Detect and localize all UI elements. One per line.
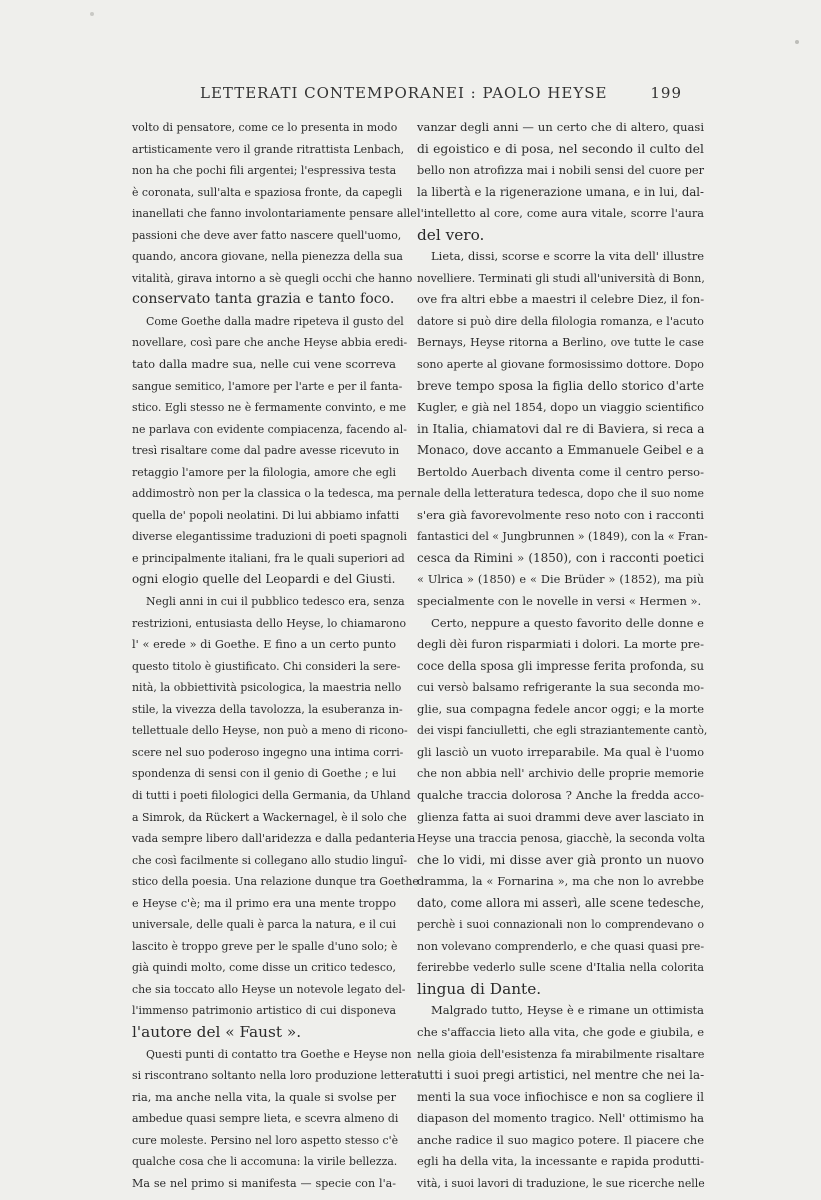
text-line: conservato tanta grazia e tanto foco. bbox=[132, 291, 395, 308]
text-line: Come Goethe dalla madre ripeteva il gusto del bbox=[146, 314, 404, 328]
text-line: anche radice il suo magico potere. Il piacere che bbox=[417, 1132, 704, 1147]
text-line: Monaco, dove accanto a Emmanuele Geibel e a bbox=[417, 443, 704, 458]
text-line: ove fra altri ebbe a maestri il celebre Diez, il fon- bbox=[417, 292, 705, 307]
text-line: sono aperte al giovane formosissimo dottore. Dopo bbox=[417, 358, 704, 372]
text-line: spondenza di sensi con il genio di Goethe ; e lui bbox=[132, 767, 396, 781]
text-line: in Italia, chiamatovi dal re di Baviera, si reca a bbox=[417, 421, 705, 436]
text-line: vanzar degli anni — un certo che di altero, quasi bbox=[417, 120, 704, 134]
text-line: e principalmente italiani, fra le quali superiori ad bbox=[132, 551, 405, 565]
text-line: artisticamente vero il grande ritrattista Lenbach, bbox=[132, 142, 405, 156]
text-line: Questi punti di contatto tra Goethe e Heyse non bbox=[146, 1047, 412, 1061]
text-line: inanellati che fanno involontariamente pensare alle bbox=[132, 207, 417, 221]
text-line: tellettuale dello Heyse, non può a meno di ricono- bbox=[132, 724, 408, 738]
text-line: dramma, la « Fornarina », ma che non lo avrebbe bbox=[417, 875, 704, 889]
text-line: fantastici del « Jungbrunnen » (1849), con la « Fran- bbox=[417, 530, 708, 544]
text-line: passioni che deve aver fatto nascere quell'uomo, bbox=[132, 228, 402, 242]
text-line: universale, delle quali è parca la natura, e il cui bbox=[132, 918, 396, 932]
text-line: s'era già favorevolmente reso noto con i racconti bbox=[417, 507, 704, 522]
text-line: che sia toccato allo Heyse un notevole legato del- bbox=[132, 982, 406, 996]
text-line: qualche cosa che li accomuna: la virile bellezza. bbox=[132, 1155, 398, 1169]
text-line: vada sempre libero dall'aridezza e dalla pedanteria bbox=[132, 832, 416, 846]
text-column-right bbox=[417, 117, 708, 1194]
text-line: addimostrò non per la classica o la tedesca, ma per bbox=[132, 487, 417, 501]
text-line: a Simrok, da Rückert a Wackernagel, è il solo che bbox=[132, 810, 407, 824]
text-line: scere nel suo poderoso ingegno una intima corri- bbox=[132, 745, 404, 759]
text-line: Bernays, Heyse ritorna a Berlino, ove tutte le case bbox=[417, 336, 704, 350]
text-line: gli lasciò un vuoto irreparabile. Ma qual è l'uomo bbox=[417, 745, 704, 759]
text-line: di tutti i poeti filologici della Germania, da Uhland bbox=[132, 788, 411, 802]
text-line: quella de' popoli neolatini. Di lui abbiamo infatti bbox=[132, 508, 400, 522]
text-line: questo titolo è giustificato. Chi consideri la sere- bbox=[132, 659, 401, 673]
text-line: cesca da Rimini » (1850), con i racconti poetici bbox=[417, 550, 704, 565]
text-line: diverse elegantissime traduzioni di poeti spagnoli bbox=[132, 530, 407, 544]
text-line: lingua di Dante. bbox=[417, 979, 542, 998]
text-line: diapason del momento tragico. Nell' ottimismo ha bbox=[417, 1112, 704, 1126]
text-line: tutti i suoi pregi artistici, nel mentre che nei la- bbox=[417, 1068, 705, 1083]
text-line: vità, i suoi lavori di traduzione, le sue ricerche nelle bbox=[417, 1176, 705, 1190]
text-line: l'intelletto al core, come aura vitale, scorre l'aura bbox=[417, 207, 704, 221]
text-line: del vero. bbox=[417, 225, 485, 244]
text-line: stile, la vivezza della tavolozza, la esuberanza in- bbox=[132, 702, 403, 716]
text-line: « Ulrica » (1850) e « Die Brüder » (1852), ma più bbox=[417, 573, 704, 587]
text-line: Bertoldo Auerbach diventa come il centro perso- bbox=[417, 464, 704, 479]
text-line: Certo, neppure a questo favorito delle donne e bbox=[431, 615, 704, 630]
text-line: Lieta, dissi, scorse e scorre la vita dell' illustre bbox=[431, 249, 704, 264]
text-line: ogni elogio quelle del Leopardi e del Giusti. bbox=[132, 572, 396, 587]
text-line: non ha che pochi fili argentei; l'espressiva testa bbox=[132, 164, 397, 178]
text-line: egli ha della vita, la incessante e rapida produtti- bbox=[417, 1154, 704, 1169]
text-line: retaggio l'amore per la filologia, amore che egli bbox=[132, 465, 396, 479]
text-line: specialmente con le novelle in versi « Hermen ». bbox=[417, 594, 702, 609]
text-line: glienza fatta ai suoi drammi deve aver lasciato in bbox=[417, 809, 705, 824]
text-line: non volevano comprenderlo, e che quasi quasi pre- bbox=[417, 939, 705, 953]
text-line: tato dalla madre sua, nelle cui vene scorreva bbox=[132, 357, 396, 372]
text-line: di egoistico e di posa, nel secondo il culto del bbox=[417, 141, 704, 156]
text-line: l'immenso patrimonio artistico di cui disponeva bbox=[132, 1004, 396, 1018]
text-line: già quindi molto, come disse un critico tedesco, bbox=[132, 961, 396, 975]
text-line: coce della sposa gli impresse ferita profonda, su bbox=[417, 658, 704, 673]
text-line: dei vispi fanciulletti, che egli straziantemente cantò, bbox=[417, 724, 708, 738]
text-line: nale della letteratura tedesca, dopo che il suo nome bbox=[417, 487, 704, 501]
text-line: vitalità, girava intorno a sè quegli occhi che hanno bbox=[132, 271, 413, 285]
text-line: che non abbia nell' archivio delle proprie memorie bbox=[417, 767, 704, 781]
text-line: stico della poesia. Una relazione dunque tra Goethe bbox=[132, 875, 419, 889]
text-line: che s'affaccia lieto alla vita, che gode e giubila, e bbox=[417, 1024, 704, 1039]
page-speck bbox=[90, 12, 94, 16]
text-line: breve tempo sposa la figlia dello storico d'arte bbox=[417, 378, 704, 393]
text-line: perchè i suoi connazionali non lo comprendevano o bbox=[417, 918, 704, 932]
text-line: restrizioni, entusiasta dello Heyse, lo chiamarono bbox=[132, 616, 407, 630]
text-line: glie, sua compagna fedele ancor oggi; e la morte bbox=[417, 701, 704, 716]
text-line: Malgrado tutto, Heyse è e rimane un ottimista bbox=[431, 1003, 704, 1018]
text-line: bello non atrofizza mai i nobili sensi del cuore per bbox=[417, 164, 704, 178]
text-line: che lo vidi, mi disse aver già pronto un nuovo bbox=[417, 852, 704, 867]
text-line: si riscontrano soltanto nella loro produzione lettera- bbox=[132, 1069, 422, 1083]
text-line: novelliere. Terminati gli studi all'università di Bonn, bbox=[417, 271, 705, 285]
text-line: Heyse una traccia penosa, giacchè, la seconda volta bbox=[417, 832, 705, 846]
text-line: sangue semitico, l'amore per l'arte e per il fanta- bbox=[132, 379, 403, 393]
text-line: dato, come allora mi asserì, alle scene tedesche, bbox=[417, 895, 705, 910]
text-line: volto di pensatore, come ce lo presenta in modo bbox=[132, 121, 398, 134]
text-line: qualche traccia dolorosa ? Anche la fredda acco- bbox=[417, 787, 704, 802]
text-line: l' « erede » di Goethe. E fino a un certo punto bbox=[132, 638, 396, 652]
page-number: 199 bbox=[650, 84, 682, 102]
text-line: menti la sua voce infiochisce e non sa cogliere il bbox=[417, 1089, 704, 1104]
text-line: quando, ancora giovane, nella pienezza della sua bbox=[132, 250, 403, 264]
text-line: ria, ma anche nella vita, la quale si svolse per bbox=[132, 1090, 396, 1104]
text-line: cure moleste. Persino nel loro aspetto stesso c'è bbox=[132, 1133, 399, 1147]
text-line: degli dèi furon risparmiati i dolori. La morte pre- bbox=[417, 637, 704, 652]
text-line: Kugler, e già nel 1854, dopo un viaggio scientifico bbox=[417, 401, 704, 415]
text-line: novellare, così pare che anche Heyse abbia eredi- bbox=[132, 336, 408, 350]
text-line: l'autore del « Faust ». bbox=[132, 1022, 302, 1041]
text-line: ambedue quasi sempre lieta, e scevra almeno di bbox=[132, 1112, 399, 1126]
text-line: che così facilmente si collegano allo studio linguî- bbox=[132, 853, 408, 867]
text-line: cui versò balsamo refrigerante la sua seconda mo- bbox=[417, 681, 704, 695]
text-line: ne parlava con evidente compiacenza, facendo al- bbox=[132, 422, 407, 436]
text-line: e Heyse c'è; ma il primo era una mente troppo bbox=[132, 896, 396, 910]
text-line: è coronata, sull'alta e spaziosa fronte, da capegli bbox=[132, 185, 403, 199]
page-speck bbox=[795, 40, 799, 44]
text-line: datore si può dire della filologia romanza, e l'acuto bbox=[417, 314, 704, 328]
text-line: tresì risaltare come dal padre avesse ricevuto in bbox=[132, 444, 400, 458]
text-column-left bbox=[132, 117, 422, 1194]
text-line: nità, la obbiettività psicologica, la maestria nello bbox=[132, 681, 402, 695]
text-line: nella gioia dell'esistenza fa mirabilmente risaltare bbox=[417, 1047, 705, 1061]
text-line: Ma se nel primo si manifesta — specie con l'a- bbox=[132, 1176, 396, 1190]
text-line: stico. Egli stesso ne è fermamente convinto, e me bbox=[132, 401, 407, 415]
text-line: lascito è troppo greve per le spalle d'uno solo; è bbox=[132, 939, 398, 953]
text-line: ferirebbe vederlo sulle scene d'Italia nella colorita bbox=[417, 961, 704, 975]
text-line: la libertà e la rigenerazione umana, e in lui, dal- bbox=[417, 184, 704, 199]
running-title: LETTERATI CONTEMPORANEI : PAOLO HEYSE bbox=[200, 84, 608, 102]
text-line: Negli anni in cui il pubblico tedesco era, senza bbox=[146, 595, 405, 609]
